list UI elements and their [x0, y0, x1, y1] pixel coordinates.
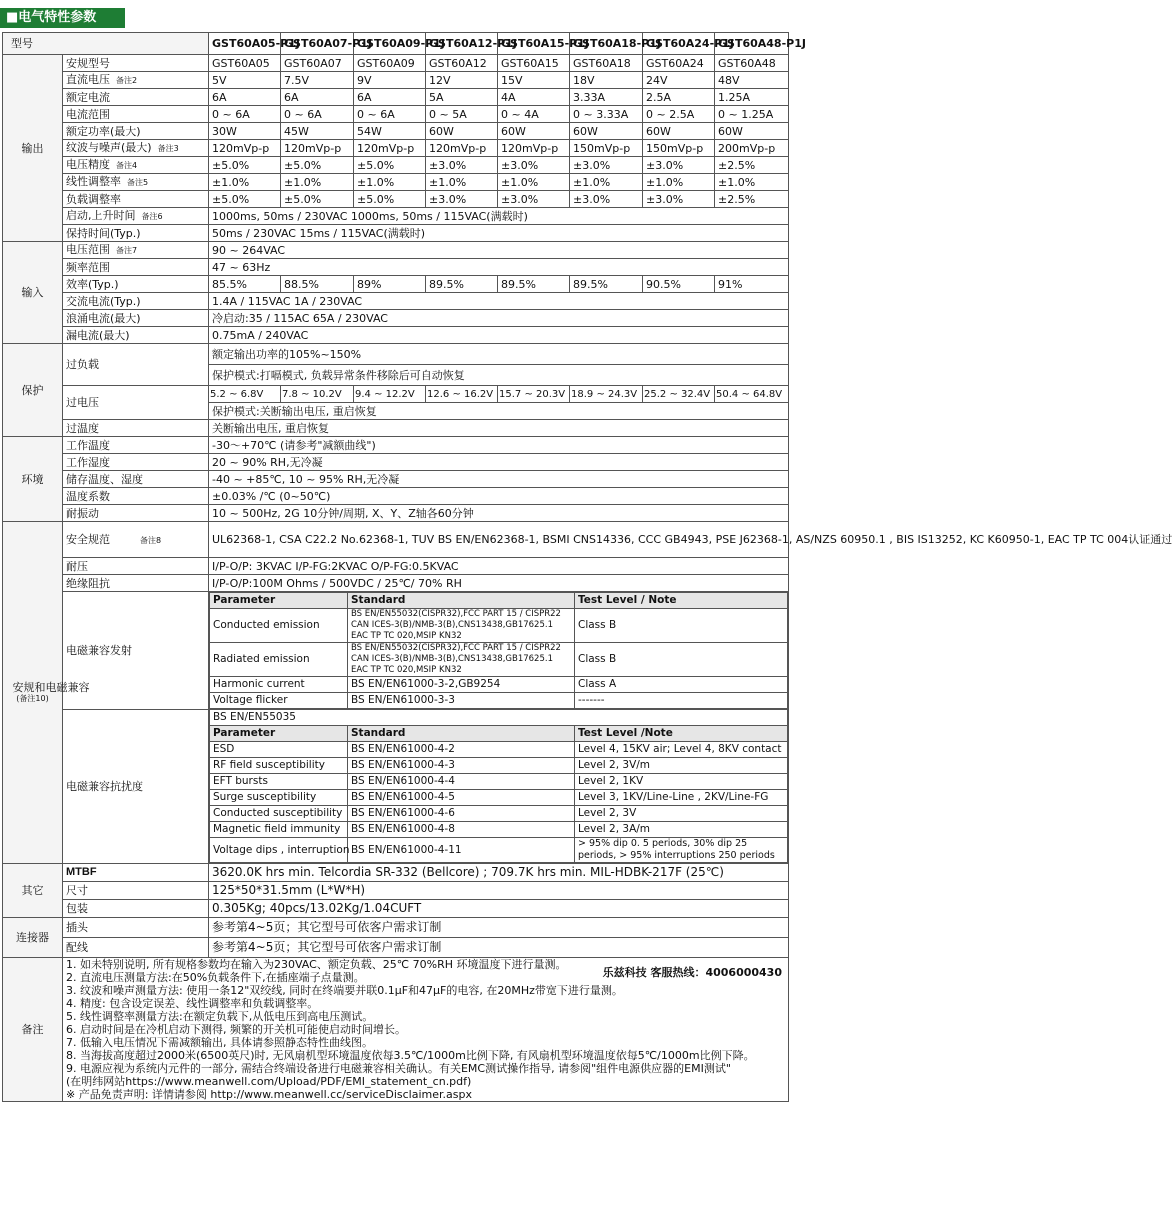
spec-value: 1.4A / 115VAC 1A / 230VAC — [209, 293, 789, 310]
spec-label-text: 负载调整率 — [66, 192, 121, 206]
ems-standard: BS EN/EN61000-4-8 — [348, 822, 575, 838]
spec-label — [63, 140, 209, 157]
spec-value: 4A — [498, 89, 570, 106]
spec-label: 浪涌电流(最大) — [63, 310, 209, 327]
spec-value: GST60A05 — [209, 55, 281, 72]
ems-header: Test Level /Note — [575, 726, 788, 742]
spec-value: ±1.0% — [281, 174, 354, 191]
spec-value: ±3.0% — [498, 191, 570, 208]
ems-parameter: ESD — [210, 742, 348, 758]
spec-value: ±3.0% — [570, 191, 643, 208]
spec-value: GST60A48 — [715, 55, 789, 72]
spec-value: 0.75mA / 240VAC — [209, 327, 789, 344]
spec-value: GST60A07 — [281, 55, 354, 72]
spec-value: ±5.0% — [281, 191, 354, 208]
spec-label: 配线 — [63, 938, 209, 958]
spec-value: -30〜+70℃ (请参考"减额曲线") — [209, 437, 789, 454]
spec-value: ±1.0% — [570, 174, 643, 191]
spec-value: GST60A12 — [426, 55, 498, 72]
spec-value: ±1.0% — [354, 174, 426, 191]
spec-value: 10 ~ 500Hz, 2G 10分钟/周期, X、Y、Z轴各60分钟 — [209, 505, 789, 522]
spec-value: 0 ~ 3.33A — [570, 106, 643, 123]
spec-value: ±3.0% — [498, 157, 570, 174]
emi-standard: BS EN/EN61000-3-3 — [348, 693, 575, 709]
spec-value: 120mVp-p — [354, 140, 426, 157]
spec-label — [63, 454, 209, 471]
spec-value: I/P-O/P: 3KVAC I/P-FG:2KVAC O/P-FG:0.5KVAC — [209, 558, 789, 575]
spec-label-text: 工作湿度 — [66, 455, 110, 469]
spec-value: 15.7 ~ 20.3V — [498, 386, 570, 403]
emi-standard: BS EN/EN55032(CISPR32),FCC PART 15 / CISPR22 CAN ICES-3(B)/NMB-3(B),CNS13438,GB17625.1 EAC TP TC 020,MSIP KN32 — [348, 643, 575, 677]
spec-value: ±1.0% — [209, 174, 281, 191]
ems-standard: BS EN/EN61000-4-3 — [348, 758, 575, 774]
emi-test-level: Class B — [575, 609, 788, 643]
spec-value: 9.4 ~ 12.2V — [354, 386, 426, 403]
spec-label — [63, 191, 209, 208]
spec-value: 7.5V — [281, 72, 354, 89]
spec-label: 过电压 — [63, 386, 209, 420]
spec-label: 插头 — [63, 918, 209, 938]
spec-label-text: 启动,上升时间 — [66, 209, 136, 222]
spec-note: 备注6 — [141, 212, 163, 221]
model-name: GST60A12-P1J — [426, 33, 498, 55]
spec-value: ±0.03% /℃ (0~50℃) — [209, 488, 789, 505]
spec-value: ±3.0% — [643, 157, 715, 174]
emi-test-level: Class B — [575, 643, 788, 677]
spec-value: 90.5% — [643, 276, 715, 293]
emi-test-level: ------- — [575, 693, 788, 709]
note-line: 9. 电源应视为系统内元件的一部分, 需结合终端设备进行电磁兼容相关确认。有关EMC测试操作指导, 请参阅"组件电源供应器的EMI测试" — [66, 1062, 731, 1075]
model-name: GST60A15-P1J — [498, 33, 570, 55]
spec-label-text: 安规型号 — [66, 56, 110, 70]
spec-value: 5A — [426, 89, 498, 106]
spec-label — [63, 174, 209, 191]
spec-label-text: 直流电压 — [66, 73, 110, 86]
spec-note: 备注5 — [127, 178, 149, 187]
spec-value: 89.5% — [570, 276, 643, 293]
spec-label — [63, 72, 209, 89]
emi-table — [209, 592, 788, 709]
spec-value: ±5.0% — [354, 157, 426, 174]
environment-group-label: 环境 — [3, 437, 63, 522]
spec-label — [63, 123, 209, 140]
ems-table — [209, 710, 788, 863]
spec-value: ±2.5% — [715, 191, 789, 208]
spec-label — [63, 488, 209, 505]
notes-list — [66, 958, 785, 1101]
spec-label: 安全规范 备注8 — [63, 522, 209, 558]
spec-value: 6A — [354, 89, 426, 106]
spec-label-text: 温度系数 — [66, 489, 110, 503]
ems-test-level: Level 4, 15KV air; Level 4, 8KV contact — [575, 742, 788, 758]
note-line: 8. 当海拔高度超过2000米(6500英尺)时, 无风扇机型环境温度依每3.5℃/1000m比例下降, 有风扇机型环境温度依每5℃/1000m比例下降。 — [66, 1049, 755, 1062]
ems-parameter: EFT bursts — [210, 774, 348, 790]
spec-note: 备注3 — [157, 144, 179, 153]
ems-test-level: Level 3, 1KV/Line-Line , 2KV/Line-FG — [575, 790, 788, 806]
spec-value: 48V — [715, 72, 789, 89]
spec-label — [63, 437, 209, 454]
spec-label: 频率范围 — [63, 259, 209, 276]
spec-value: 6A — [209, 89, 281, 106]
spec-value: 60W — [715, 123, 789, 140]
spec-value: 0 ~ 4A — [498, 106, 570, 123]
note-line: 7. 低输入电压情况下需减额输出, 具体请参照静态特性曲线图。 — [66, 1036, 373, 1049]
output-group-label: 输出 — [3, 55, 63, 242]
spec-value: 89.5% — [426, 276, 498, 293]
spec-value: 24V — [643, 72, 715, 89]
emi-standard: BS EN/EN61000-3-2,GB9254 — [348, 677, 575, 693]
spec-value: 9V — [354, 72, 426, 89]
ems-standard: BS EN/EN61000-4-5 — [348, 790, 575, 806]
ems-test-level: Level 2, 1KV — [575, 774, 788, 790]
spec-value: 0 ~ 1.25A — [715, 106, 789, 123]
spec-label-text: 纹波与噪声(最大) — [66, 141, 152, 154]
spec-label — [63, 157, 209, 174]
spec-label: 电磁兼容发射 — [63, 592, 209, 710]
spec-label — [63, 208, 209, 225]
spec-value: 50.4 ~ 64.8V — [715, 386, 789, 403]
spec-value: 0 ~ 6A — [354, 106, 426, 123]
spec-label: 过负载 — [63, 344, 209, 386]
model-name: GST60A09-P1J — [354, 33, 426, 55]
spec-value: GST60A15 — [498, 55, 570, 72]
emi-parameter: Conducted emission — [210, 609, 348, 643]
model-name: GST60A07-P1J — [281, 33, 354, 55]
model-name: GST60A18-P1J — [570, 33, 643, 55]
spec-table — [2, 32, 1172, 1102]
spec-value: 120mVp-p — [426, 140, 498, 157]
spec-value: 3.33A — [570, 89, 643, 106]
spec-value: ±3.0% — [570, 157, 643, 174]
note-line: (在明纬网站https://www.meanwell.com/Upload/PDF/EMI_statement_cn.pdf) — [66, 1075, 472, 1088]
spec-label: 电压范围 备注7 — [63, 242, 209, 259]
spec-label: 绝缘阻抗 — [63, 575, 209, 592]
spec-label-text: 保持时间(Typ.) — [66, 226, 141, 240]
output-section — [3, 55, 789, 242]
note-line: ※ 产品免责声明: 详情请参阅 http://www.meanwell.cc/serviceDisclaimer.aspx — [66, 1088, 472, 1101]
spec-value: 200mVp-p — [715, 140, 789, 157]
ems-parameter: Voltage dips , interruption — [210, 838, 348, 863]
spec-label-text: 线性调整率 — [66, 175, 121, 188]
spec-label — [63, 106, 209, 123]
spec-label-text: 额定功率(最大) — [66, 124, 141, 138]
spec-value: I/P-O/P:100M Ohms / 500VDC / 25℃/ 70% RH — [209, 575, 789, 592]
spec-value: 5V — [209, 72, 281, 89]
spec-value: ±1.0% — [643, 174, 715, 191]
spec-label: 尺寸 — [63, 882, 209, 900]
emi-header: Standard — [348, 593, 575, 609]
spec-note: 备注4 — [116, 161, 138, 170]
other-group-label: 其它 — [3, 864, 63, 918]
spec-value: 89% — [354, 276, 426, 293]
spec-value: 5.2 ~ 6.8V — [209, 386, 281, 403]
spec-label-text: 工作温度 — [66, 438, 110, 452]
environment-section — [3, 437, 789, 522]
spec-value: ±1.0% — [426, 174, 498, 191]
spec-value: 18.9 ~ 24.3V — [570, 386, 643, 403]
ems-header: Standard — [348, 726, 575, 742]
spec-label: 交流电流(Typ.) — [63, 293, 209, 310]
notes-group-label: 备注 — [3, 958, 63, 1102]
spec-value: 89.5% — [498, 276, 570, 293]
spec-label: 效率(Typ.) — [63, 276, 209, 293]
spec-value: 7.8 ~ 10.2V — [281, 386, 354, 403]
spec-label-text: 电流范围 — [66, 107, 110, 121]
ems-parameter: Surge susceptibility — [210, 790, 348, 806]
spec-value: ±3.0% — [426, 191, 498, 208]
hotline-text: 乐兹科技 客服热线：4006000430 — [602, 966, 782, 979]
emi-header: Test Level / Note — [575, 593, 788, 609]
emi-parameter: Harmonic current — [210, 677, 348, 693]
ems-test-level: Level 2, 3V — [575, 806, 788, 822]
spec-value: 120mVp-p — [209, 140, 281, 157]
spec-label — [63, 225, 209, 242]
spec-value: ±5.0% — [209, 157, 281, 174]
spec-value: 保护模式:关断输出电压, 重启恢复 — [209, 403, 789, 420]
spec-value: 12.6 ~ 16.2V — [426, 386, 498, 403]
spec-value: 冷启动:35 / 115AC 65A / 230VAC — [209, 310, 789, 327]
spec-label: 电磁兼容抗扰度 — [63, 710, 209, 864]
spec-note: 备注2 — [116, 76, 138, 85]
ems-standard: BS EN/EN61000-4-11 — [348, 838, 575, 863]
emi-parameter: Voltage flicker — [210, 693, 348, 709]
safety-group-label: 安规和电磁兼容 (备注10) — [3, 522, 63, 864]
spec-value: -40 ~ +85℃, 10 ~ 95% RH,无冷凝 — [209, 471, 789, 488]
spec-value: 45W — [281, 123, 354, 140]
spec-value: 2.5A — [643, 89, 715, 106]
spec-value: 150mVp-p — [643, 140, 715, 157]
model-label: 型号 — [3, 33, 209, 55]
spec-label — [63, 471, 209, 488]
spec-value: GST60A18 — [570, 55, 643, 72]
spec-value: 54W — [354, 123, 426, 140]
spec-value: ±3.0% — [643, 191, 715, 208]
spec-value: 125*50*31.5mm (L*W*H) — [209, 882, 789, 900]
spec-label — [63, 89, 209, 106]
emi-parameter: Radiated emission — [210, 643, 348, 677]
spec-value: 25.2 ~ 32.4V — [643, 386, 715, 403]
spec-value: GST60A09 — [354, 55, 426, 72]
notes-cell — [63, 958, 789, 1102]
spec-value: UL62368-1, CSA C22.2 No.62368-1, TUV BS EN/EN62368-1, BSMI CNS14336, CCC GB4943, PSE J62368-1, AS/NZS 60950.1 , BIS IS13252, KC K60950-1, EAC TP TC 004认证通过 — [209, 522, 789, 558]
spec-value: 0 ~ 2.5A — [643, 106, 715, 123]
spec-label-text: 储存温度、湿度 — [66, 472, 143, 486]
spec-label-text: 耐振动 — [66, 506, 99, 520]
spec-value: ±5.0% — [209, 191, 281, 208]
ems-test-level: > 95% dip 0. 5 periods, 30% dip 25 periods, > 95% interruptions 250 periods — [575, 838, 788, 863]
model-name: GST60A48-P1J — [715, 33, 789, 55]
spec-value: 保护模式:打嗝模式, 负载异常条件移除后可自动恢复 — [209, 365, 789, 386]
spec-value: 60W — [570, 123, 643, 140]
spec-value: ±1.0% — [498, 174, 570, 191]
spec-value: 50ms / 230VAC 15ms / 115VAC(满载时) — [209, 225, 789, 242]
spec-value: 47 ~ 63Hz — [209, 259, 789, 276]
spec-value: GST60A24 — [643, 55, 715, 72]
spec-label — [63, 505, 209, 522]
spec-value: ±2.5% — [715, 157, 789, 174]
input-group-label: 输入 — [3, 242, 63, 344]
spec-value: 60W — [643, 123, 715, 140]
spec-label: 耐压 — [63, 558, 209, 575]
spec-value: 6A — [281, 89, 354, 106]
spec-value: ±5.0% — [354, 191, 426, 208]
emi-cell — [209, 592, 789, 710]
spec-value: 85.5% — [209, 276, 281, 293]
spec-value: 20 ~ 90% RH,无冷凝 — [209, 454, 789, 471]
spec-value: 额定输出功率的105%~150% — [209, 344, 789, 365]
ems-test-level: Level 2, 3V/m — [575, 758, 788, 774]
ems-parameter: Magnetic field immunity — [210, 822, 348, 838]
spec-value: 1.25A — [715, 89, 789, 106]
spec-value: 18V — [570, 72, 643, 89]
spec-label: 包装 — [63, 900, 209, 918]
spec-value: 关断输出电压, 重启恢复 — [209, 420, 789, 437]
section-header: ■电气特性参数 — [0, 8, 125, 28]
spec-value: 88.5% — [281, 276, 354, 293]
note-line: 6. 启动时间是在冷机启动下测得, 频繁的开关机可能使启动时间增长。 — [66, 1023, 406, 1036]
spec-value: 90 ~ 264VAC — [209, 242, 789, 259]
note-line: 4. 精度: 包含设定误差、线性调整率和负载调整率。 — [66, 997, 319, 1010]
note-line: 2. 直流电压测量方法:在50%负载条件下,在插座端子点量测。 — [66, 971, 365, 984]
spec-label-text: 额定电流 — [66, 90, 110, 104]
spec-value: ±5.0% — [281, 157, 354, 174]
ems-cell — [209, 710, 789, 864]
ems-parameter: Conducted susceptibility — [210, 806, 348, 822]
protection-group-label: 保护 — [3, 344, 63, 437]
spec-value: ±3.0% — [426, 157, 498, 174]
note-line: 3. 纹波和噪声测量方法: 使用一条12"双绞线, 同时在终端要并联0.1μF和47μF的电容, 在20MHz带宽下进行量测。 — [66, 984, 623, 997]
spec-value: 0.305Kg; 40pcs/13.02Kg/1.04CUFT — [209, 900, 789, 918]
spec-label: MTBF — [63, 864, 209, 882]
spec-value: 参考第4~5页；其它型号可依客户需求订制 — [209, 918, 789, 938]
spec-value: 30W — [209, 123, 281, 140]
spec-value: 120mVp-p — [498, 140, 570, 157]
spec-value: 1000ms, 50ms / 230VAC 1000ms, 50ms / 115VAC(满载时) — [209, 208, 789, 225]
spec-value: 0 ~ 5A — [426, 106, 498, 123]
emi-test-level: Class A — [575, 677, 788, 693]
ems-test-level: Level 2, 3A/m — [575, 822, 788, 838]
note-line: 1. 如未特别说明, 所有规格参数均在输入为230VAC、额定负载、25℃ 70%RH 环境温度下进行量测。 — [66, 958, 567, 971]
spec-value: 91% — [715, 276, 789, 293]
spec-value: 0 ~ 6A — [209, 106, 281, 123]
spec-value: 120mVp-p — [281, 140, 354, 157]
spec-value: 150mVp-p — [570, 140, 643, 157]
model-name: GST60A05-P1J — [209, 33, 281, 55]
spec-value: 参考第4~5页；其它型号可依客户需求订制 — [209, 938, 789, 958]
ems-standard: BS EN/EN61000-4-4 — [348, 774, 575, 790]
emi-header: Parameter — [210, 593, 348, 609]
note-line: 5. 线性调整率测量方法:在额定负载下,从低电压到高电压测试。 — [66, 1010, 374, 1023]
ems-standard-title: BS EN/EN55035 — [210, 710, 788, 726]
ems-standard: BS EN/EN61000-4-6 — [348, 806, 575, 822]
ems-parameter: RF field susceptibility — [210, 758, 348, 774]
spec-label: 过温度 — [63, 420, 209, 437]
spec-value: 3620.0K hrs min. Telcordia SR-332 (Bellcore) ; 709.7K hrs min. MIL-HDBK-217F (25℃) — [209, 864, 789, 882]
spec-value: ±1.0% — [715, 174, 789, 191]
spec-value: 60W — [498, 123, 570, 140]
spec-value: 15V — [498, 72, 570, 89]
spec-value: 0 ~ 6A — [281, 106, 354, 123]
ems-header: Parameter — [210, 726, 348, 742]
spec-value: 60W — [426, 123, 498, 140]
spec-label: 漏电流(最大) — [63, 327, 209, 344]
spec-value: 12V — [426, 72, 498, 89]
spec-label — [63, 55, 209, 72]
ems-standard: BS EN/EN61000-4-2 — [348, 742, 575, 758]
emi-standard: BS EN/EN55032(CISPR32),FCC PART 15 / CISPR22 CAN ICES-3(B)/NMB-3(B),CNS13438,GB17625.1 EAC TP TC 020,MSIP KN32 — [348, 609, 575, 643]
connector-group-label: 连接器 — [3, 918, 63, 958]
spec-label-text: 电压精度 — [66, 158, 110, 171]
model-name: GST60A24-P1J — [643, 33, 715, 55]
